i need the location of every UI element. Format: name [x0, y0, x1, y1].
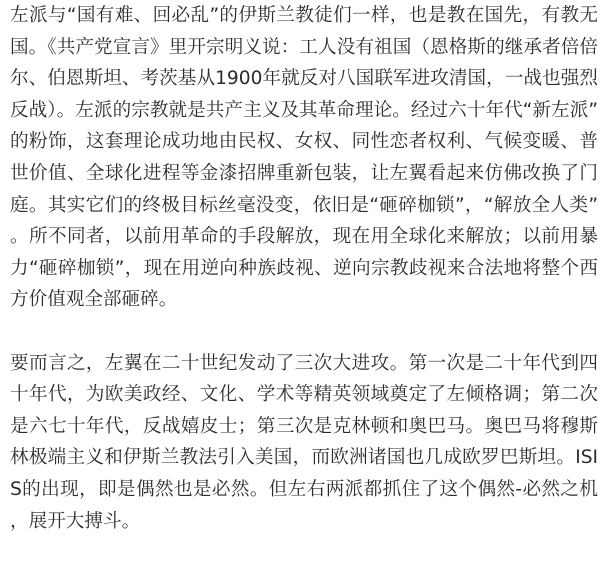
paragraph-three-offensives: 要而言之，左翼在二十世纪发动了三次大进攻。第一次是二十年代到四十年代，为欧美政经、文化、学术等精英领域奠定了左倾格调；第二次是六七十年代，反战嬉皮士；第三次是克林顿和奥巴马。奥巴马将穆斯林极端主义和伊斯兰教法引入美国，而欧洲诸国也几成欧罗巴斯坦。ISIS的出现，即是偶然也是必然。但左右两派都抓住了这个偶然-必然之机，展开大搏斗。 [10, 352, 598, 532]
paragraph-left-wing-religion: 左派与“国有难、回必乱”的伊斯兰教徒们一样，也是教在国先，有教无国。《共产党宣言》里开宗明义说：工人没有祖国（恩格斯的继承者倍倍尔、伯恩斯坦、考茨基从1900年就反对八国联军进攻清国，一战也强烈反战）。左派的宗教就是共产主义及其革命理论。经过六十年代“新左派”的粉饰，这套理论成功地由民权、女权、同性恋者权利、气候变暖、普世价值、全球化进程等金漆招牌重新包装，让左翼看起来仿佛改换了门庭。其实它们的终极目标丝毫没变，依旧是“砸碎枷锁”，“解放全人类”。所不同者，以前用革命的手段解放，现在用全球化来解放；以前用暴力“砸碎枷锁”，现在用逆向种族歧视、逆向宗教歧视来合法地将整个西方价值观全部砸碎。 [10, 5, 598, 311]
article-body [10, 0, 598, 537]
